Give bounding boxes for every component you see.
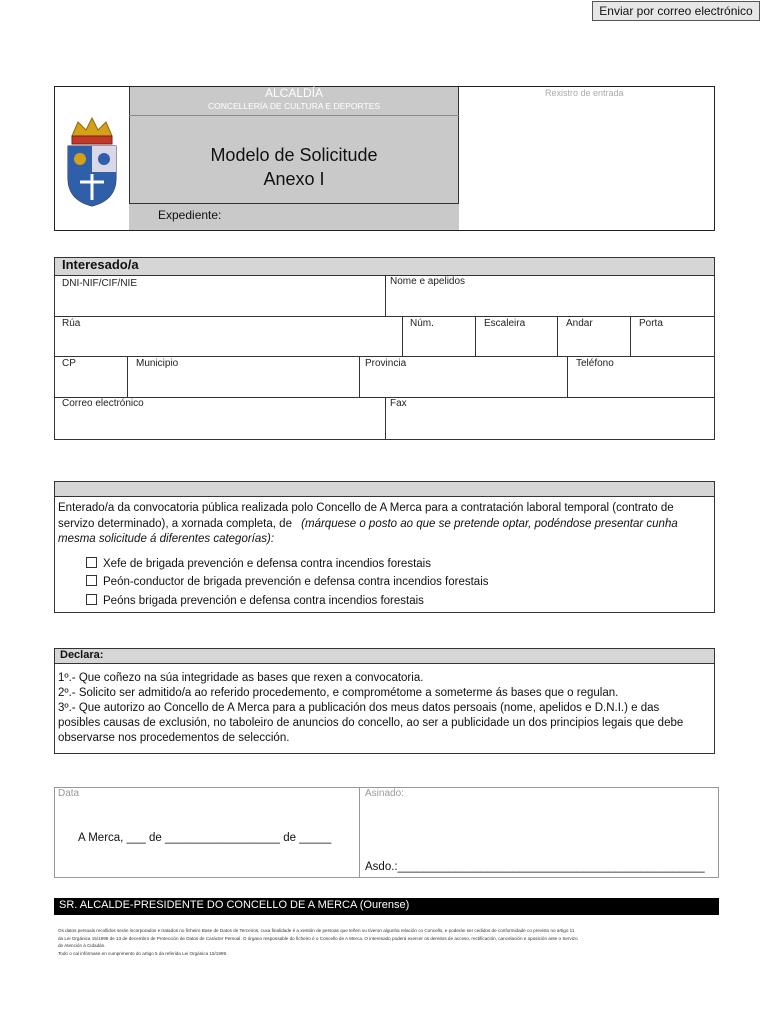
data-label: Data [58,788,80,799]
nome-label: Nome e apelidos [390,276,466,287]
checkbox-xefe[interactable] [86,557,97,568]
declara-line1: 1º.- Que coñezo na súa integridade as bases que rexen a convocatoria. [58,672,424,684]
convocatoria-text3: mesma solicitude á diferentes categorías): [58,533,275,545]
coat-of-arms-logo [60,112,124,208]
alcaldia-label: ALCALDÍA [264,86,324,100]
rua-label: Rúa [62,318,81,329]
place-date-field[interactable]: A Merca, ___ de __________________ de _____ [78,832,332,844]
declara-heading: Declara: [60,649,104,661]
correo-label: Correo electrónico [62,398,144,409]
checkbox-peon-conductor[interactable] [86,575,97,586]
convocatoria-text2-italic: (márquese o posto ao que se pretende optar, podéndose presentar cunha [301,518,678,530]
declara-line3: 3º.- Que autorizo ao Concello de A Merca para a publicación dos meus datos persoais (nome, apelidos e D.N.I.) e das [58,702,660,714]
concelleria-label: CONCELLERÍA DE CULTURA E DEPORTES [207,101,381,111]
interesado-heading-bar [55,258,714,276]
checkbox-peons[interactable] [86,594,97,605]
convocatoria-section [54,481,715,613]
email-button[interactable]: Enviar por correo electrónico [592,1,760,21]
porta-label: Porta [639,318,663,329]
firma-divider [359,787,360,878]
rua-field[interactable] [55,317,403,357]
num-label: Núm. [410,318,434,329]
interesado-heading: Interesado/a [62,257,139,272]
fax-label: Fax [390,398,407,409]
option-peon-conductor-label: Peón-conductor de brigada prevención e defensa contra incendios forestais [103,576,489,588]
fax-field[interactable] [386,398,714,439]
title-line2: Anexo I [263,169,325,189]
convocatoria-text2-plain: servizo determinado), a xornada completa, de [58,518,292,530]
declara-line4: posibles causas de exclusión, no taboleiro de anuncios do concello, ao ser a publicidade un dos principios legais que debe [58,717,684,729]
convocatoria-text1: Enterado/a da convocatoria pública realizada polo Concello de A Merca para a contratación laboral temporal (contrato de [58,502,674,514]
municipio-label: Municipio [136,358,179,369]
expediente-label: Expediente: [158,208,222,222]
legal-line4: Todo o cal infórmase en cumprimento do artigo 5 da referida Lei Orgánica 15/1999. [58,951,228,956]
escaleira-label: Escaleira [484,318,526,329]
legal-line2: da Lei Orgánica 15/1999 de 13 de decembro de Protección de Datos de Carácter Persoal. O órgano responsable do ficheiro é o Concello de A Merca. O interesado poderá exercer os dereitos de acceso, rectificación, cancelación e oposición ante o Servizo [58,936,578,941]
asinado-label: Asinado: [365,788,404,799]
telefono-label: Teléfono [576,358,614,369]
option-peons[interactable] [86,595,424,607]
legal-line3: de Atención á Cidadán. [58,943,106,948]
dni-label: DNI-NIF/CIF/NIE [62,278,137,289]
header-divider [129,115,459,116]
convocatoria-heading-bar [55,482,714,497]
asdo-field[interactable]: Asdo.:________________________________________________ [365,861,705,873]
option-peons-label: Peóns brigada prevención e defensa contra incendios forestais [103,595,424,607]
cp-label: CP [62,358,76,369]
provincia-label: Provincia [365,358,407,369]
andar-label: Andar [566,318,593,329]
declara-line2: 2º.- Solicito ser admitido/a ao referido procedemento, e comprométome a someterme ás bases que o regulan. [58,687,619,699]
registro-label: Rexistro de entrada [545,88,624,98]
legal-line1: Os datos persoais recollidos serán incorporados e tratados no ficheiro Base de Datos de Terceiros, cuxa finalidade é a xestión de persoas que teñen ou tiveron algunha relación co Concello, e poderán ser cedidos de conformidade co previsto no artigo 11 [58,928,575,933]
option-xefe-label: Xefe de brigada prevención e defensa contra incendios forestais [103,558,431,570]
recipient-label: SR. ALCALDE-PRESIDENTE DO CONCELLO DE A MERCA (Ourense) [59,899,410,911]
option-peon-conductor[interactable] [86,576,489,588]
option-xefe[interactable] [86,558,431,570]
declara-line5: observarse nos procedementos de selección. [58,732,290,744]
declara-heading-bar [55,649,714,664]
convocatoria-text2 [58,518,678,530]
title-line1: Modelo de Solicitude [210,145,378,165]
